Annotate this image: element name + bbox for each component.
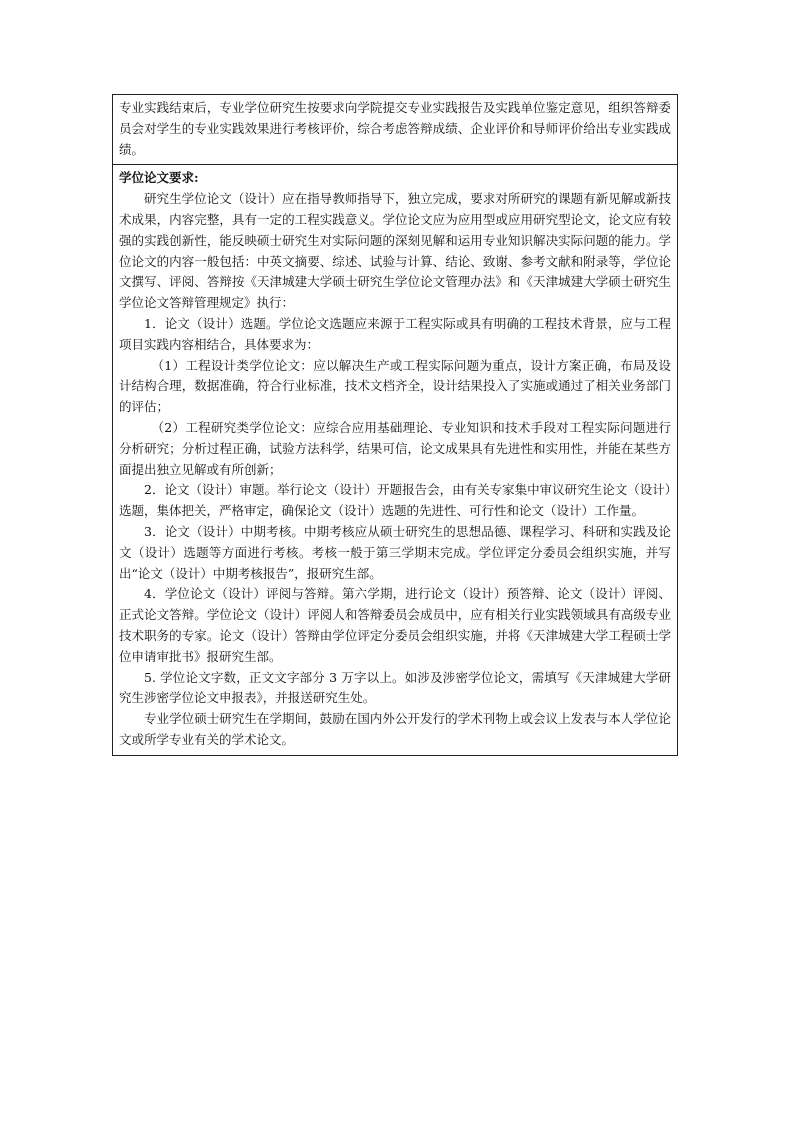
thesis-item-1-sub-2: （2）工程研究类学位论文：应综合应用基础理论、专业知识和技术手段对工程实际问题进行分析研究；分析过程正确，试验方法科学，结果可信，论文成果具有先进性和实用性，并能在某些方面提出独立见解或有所创新； <box>119 419 671 477</box>
thesis-item-3: 3．论文（设计）中期考核。中期考核应从硕士研究生的思想品德、课程学习、科研和实践及论文（设计）选题等方面进行考核。考核一般于第三学期末完成。学位评定分委员会组织实施，并写出“论文（设计）中期考核报告”，报研究生部。 <box>119 523 671 581</box>
thesis-closing-paragraph: 专业学位硕士研究生在学期间，鼓励在国内外公开发行的学术刊物上或会议上发表与本人学位论文或所学专业有关的学术论文。 <box>119 711 671 747</box>
thesis-item-5: 5. 学位论文字数，正文文字部分 3 万字以上。如涉及涉密学位论文，需填写《天津城建大学研究生涉密学位论文申报表》，并报送研究生处。 <box>119 669 671 706</box>
thesis-item-1: 1．论文（设计）选题。学位论文选题应来源于工程实际或具有明确的工程技术背景，应与工程项目实践内容相结合，具体要求为： <box>119 315 671 352</box>
thesis-intro-paragraph: 研究生学位论文（设计）应在指导教师指导下，独立完成，要求对所研究的课题有新见解或新技术成果，内容完整，具有一定的工程实践意义。学位论文应为应用型或应用研究型论文，论文应有较强的实践创新性，能反映硕士研究生对实际问题的深刻见解和运用专业知识解决实际问题的能力。学位论文的内容一般包括：中英文摘要、综述、试验与计算、结论、致谢、参考文献和附录等，学位论文撰写、评阅、答辩按《天津城建大学硕士研究生学位论文管理办法》和《天津城建大学硕士研究生学位论文答辩管理规定》执行： <box>119 191 671 311</box>
requirements-table <box>112 94 678 756</box>
thesis-item-2: 2．论文（设计）审题。举行论文（设计）开题报告会，由有关专家集中审议研究生论文（设计）选题，集体把关，严格审定，确保论文（设计）选题的先进性、可行性和论文（设计）工作量。 <box>119 482 671 519</box>
thesis-item-4: 4．学位论文（设计）评阅与答辩。第六学期，进行论文（设计）预答辩、论文（设计）评阅、正式论文答辩。学位论文（设计）评阅人和答辩委员会成员中，应有相关行业实践领域具有高级专业技术职务的专家。论文（设计）答辩由学位评定分委员会组织实施，并将《天津城建大学工程硕士学位申请审批书》报研究生部。 <box>119 586 671 664</box>
thesis-requirements-title: 学位论文要求: <box>119 170 199 186</box>
thesis-requirements-cell <box>113 164 677 754</box>
thesis-item-1-sub-1: （1）工程设计类学位论文：应以解决生产或工程实际问题为重点，设计方案正确，布局及设计结构合理，数据准确，符合行业标准，技术文档齐全，设计结果投入了实施或通过了相关业务部门的评估； <box>119 357 671 415</box>
practice-evaluation-cell <box>113 95 677 164</box>
practice-evaluation-text: 专业实践结束后，专业学位研究生按要求向学院提交专业实践报告及实践单位鉴定意见，组织答辩委员会对学生的专业实践效果进行考核评价，综合考虑答辩成绩、企业评价和导师评价给出专业实践成绩。 <box>119 100 671 157</box>
